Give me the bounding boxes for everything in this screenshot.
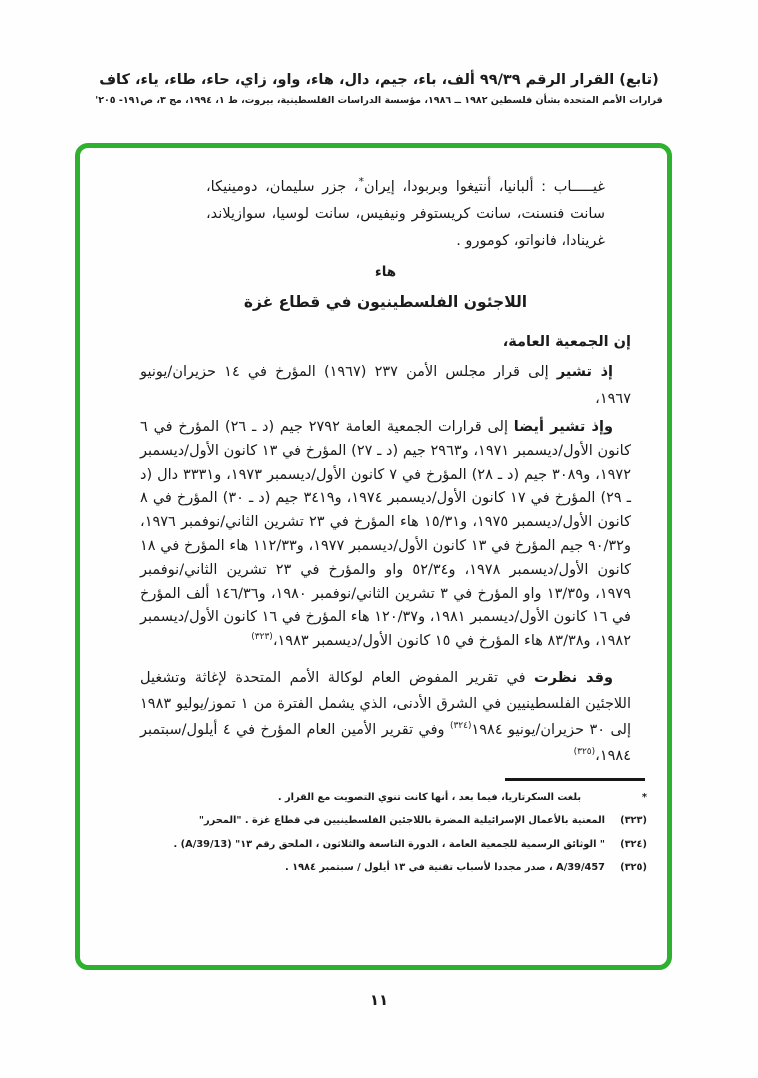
- recital-3-lead: وقد نظرت: [534, 669, 614, 686]
- recital-3-text-a: في تقرير المفوض العام لوكالة الأمم المتحدة لإغاثة وتشغيل اللاجئين الفلسطينيين في الشرق الأدنى، الذي يشمل الفترة من ١ تموز/يوليو ١٩٨٣ إلى ٣٠ حزيران/يونيو ١٩٨٤: [140, 669, 632, 738]
- absent-label: غيـــــاب :: [533, 179, 605, 195]
- recital-paragraph-3: [140, 665, 631, 769]
- section-letter-haa: هاء: [374, 264, 397, 280]
- recital-paragraph-2: [140, 416, 631, 654]
- opening-clause: إن الجمعية العامة،: [502, 334, 631, 350]
- absent-countries-paragraph: [206, 174, 605, 255]
- recital-2-text: إلى قرارات الجمعية العامة ٢٧٩٢ جيم (د ـ ٢٦) المؤرخ في ٦ كانون الأول/ديسمبر ١٩٧١، و٢٩٦٣ جيم (د ـ ٢٧) المؤرخ في ١٣ كانون الأول/ديسمبر ١٩٧٢، و٣٠٨٩ جيم (د ـ ٢٨) المؤرخ في ٧ كانون الأول/ديسمبر ١٩٧٣، و٣٣٣١ دال (د ـ ٢٩) المؤرخ في ١٧ كانون الأول/ديسمبر ١٩٧٤، و٣٤١٩ جيم (د ـ ٣٠) المؤرخ في ٨ كانون الأول/ديسمبر ١٩٧٥، و١٥/٣١ هاء المؤرخ في ٢٣ تشرين الثاني/نوفمبر ١٩٧٦، و٩٠/٣٢ جيم المؤرخ في ١٣ كانون الأول/ديسمبر ١٩٧٧، و١١٢/٣٣ هاء المؤرخ في ١٨ كانون الأول/ديسمبر ١٩٧٨، و٥٢/٣٤ واو والمؤرخ في ٢٣ تشرين الثاني/نوفمبر ١٩٧٩، و١٣/٣٥ واو المؤرخ في ٣ تشرين الثاني/نوفمبر ١٩٨٠، و١٤٦/٣٦ ألف المؤرخ في ١٦ كانون الأول/ديسمبر ١٩٨١، و١٢٠/٣٧ هاء المؤرخ في ١٦ كانون الأول/ديسمبر ١٩٨٢، و٨٣/٣٨ هاء المؤرخ في ١٥ كانون الأول/ديسمبر ١٩٨٣،: [140, 419, 632, 650]
- footnote-324: [132, 833, 647, 857]
- resolution-continuation-heading: (تابع) القرار الرقم ٩٩/٣٩ ألف، باء، جيم، دال، هاء، واو، زاي، حاء، طاء، ياء، كاف: [99, 72, 659, 88]
- footnote-325-marker: (٣٢٥): [620, 862, 647, 874]
- recital-1-lead: إذ تشير: [556, 364, 613, 380]
- recital-1-text: إلى قرار مجلس الأمن ٢٣٧ (١٩٦٧) المؤرخ في ١٤ حزيران/يونيو ١٩٦٧،: [140, 364, 631, 407]
- footnote-325: [132, 856, 647, 880]
- footnote-324-text: " الوثائق الرسمية للجمعية العامة ، الدورة التاسعة والثلاثون ، الملحق رقم ١٣" (A/39/13) .: [173, 838, 605, 850]
- absent-countries-before-asterisk: ألبانيا، أنتيغوا وبربودا، إيران: [364, 179, 534, 195]
- footnote-324-marker: (٣٢٤): [620, 838, 647, 850]
- recital-3-text-b: وفي تقرير الأمين العام المؤرخ في ٤ أيلول/سبتمبر ١٩٨٤،: [140, 721, 631, 764]
- absent-countries-after-asterisk: ، جزر سليمان، دومينيكا، سانت فنسنت، سانت كريستوفر ونيفيس، سانت لوسيا، سوازيلاند، غرينادا، فانواتو، كومورو .: [206, 179, 605, 249]
- iran-asterisk-marker: *: [358, 175, 365, 189]
- footnotes-block: [132, 786, 647, 880]
- footnote-asterisk-marker: *: [641, 791, 647, 803]
- footnote-ref-325: (٣٢٥): [573, 747, 596, 758]
- footnote-323: [132, 809, 647, 833]
- footnote-asterisk: [132, 786, 647, 810]
- footnote-asterisk-text: بلغت السكرتاريا، فيما بعد ، أنها كانت تنوي التصويت مع القرار .: [277, 791, 581, 803]
- footnote-323-marker: (٣٢٣): [620, 815, 647, 827]
- recital-2-lead: وإذ تشير أيضا: [513, 419, 613, 435]
- resolution-section-title: اللاجئون الفلسطينيون في قطاع غزة: [243, 293, 528, 311]
- footnote-ref-323: (٣٢٣): [251, 632, 273, 643]
- footnote-325-text: A/39/457 ، صدر مجددا لأسباب تقنية في ١٣ أيلول / سبتمبر ١٩٨٤ .: [284, 862, 605, 874]
- content-frame: [75, 143, 672, 970]
- footnote-separator-rule: [505, 778, 645, 781]
- footnote-ref-324: (٣٢٤): [449, 721, 472, 732]
- page-number: ١١: [369, 991, 389, 1009]
- footnote-323-text: المعنية بالأعمال الإسرائيلية المضرة باللاجئين الفلسطينيين في قطاع غزة . "المحرر": [198, 815, 605, 827]
- recital-paragraph-1: [140, 359, 631, 413]
- source-citation-line: قرارات الأمم المتحدة بشأن فلسطين ١٩٨٢ ــ ١٩٨٦، مؤسسة الدراسات الفلسطينية، بيروت، ط ١، ١٩٩٤، مج ٣، ص١٩١- ٢٠٥': [95, 95, 663, 106]
- page-header: [0, 72, 758, 106]
